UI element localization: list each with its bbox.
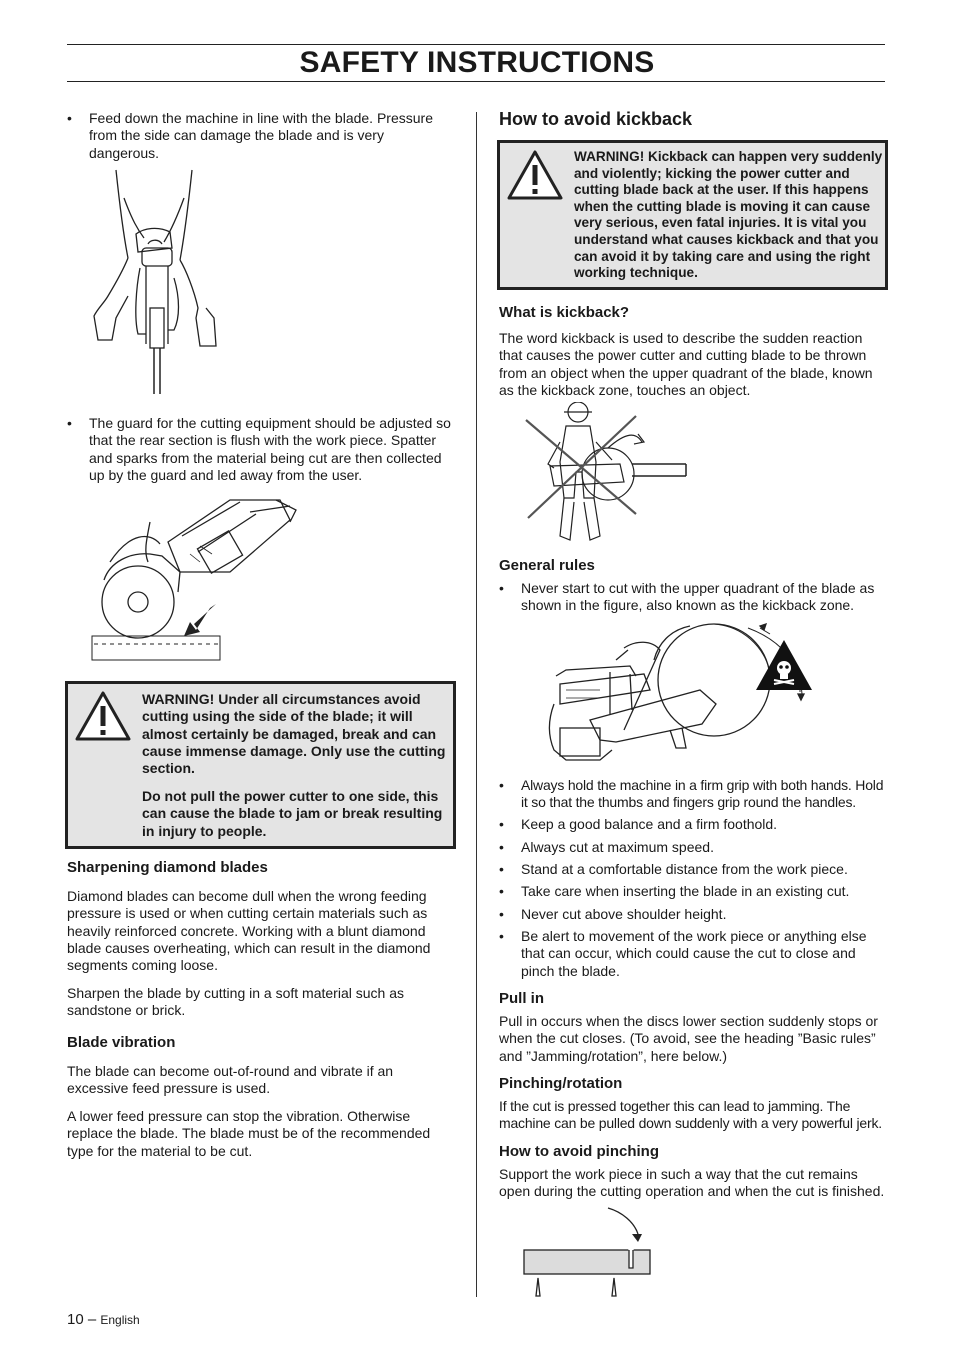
bullet-text: Take care when inserting the blade in an existing cut.	[521, 883, 850, 899]
section-heading: Pinching/rotation	[499, 1075, 623, 1092]
guard-adjustment-illustration	[90, 492, 302, 662]
bullet: •	[499, 816, 504, 832]
bullet: •	[499, 580, 504, 596]
paragraph: Diamond blades can become dull when the wrong feeding pressure is used or when cutting certain materials such as heavily reinforced concrete. Working with a blunt diamond blade causes overheating, which can result in the diamond segments coming loose.	[67, 888, 431, 974]
paragraph: Sharpen the blade by cutting in a soft material such as sandstone or brick.	[67, 985, 404, 1019]
section-heading: Pull in	[499, 990, 544, 1007]
header-rule-bottom	[67, 81, 885, 82]
bullet: •	[67, 415, 72, 431]
warning-triangle-icon	[506, 149, 564, 201]
page-title: SAFETY INSTRUCTIONS	[299, 46, 655, 79]
language-label: English	[100, 1313, 140, 1327]
bullet-text: Be alert to movement of the work piece or anything else that can occur, which could cause the cut to close and pinch the blade.	[521, 928, 867, 979]
operator-feeding-illustration	[88, 168, 228, 402]
paragraph: Support the work piece in such a way that the cut remains open during the cutting operation and when the cut is finished.	[499, 1166, 885, 1200]
paragraph: The word kickback is used to describe the sudden reaction that causes the power cutter and cutting blade to be thrown from an object when the upper quadrant of the blade, known as the kickback zone, touches an object.	[499, 330, 873, 398]
section-heading: Sharpening diamond blades	[67, 859, 268, 876]
warning-text: Do not pull the power cutter to one side, this can cause the blade to jam or break resulting in injury to people.	[142, 788, 443, 839]
warning-box-side-cutting	[65, 681, 456, 849]
bullet-text: Never cut above shoulder height.	[521, 906, 727, 922]
bullet-text: Never start to cut with the upper quadrant of the blade as shown in the figure, also known as the kickback zone.	[521, 580, 875, 614]
bullet: •	[67, 110, 72, 126]
section-heading: Blade vibration	[67, 1034, 176, 1051]
page-footer	[67, 1311, 140, 1328]
bullet: •	[499, 928, 504, 944]
section-heading: How to avoid kickback	[499, 109, 693, 129]
bullet: •	[499, 883, 504, 899]
section-heading: How to avoid pinching	[499, 1143, 659, 1160]
kickback-wrong-use-illustration	[520, 402, 690, 548]
paragraph: Pull in occurs when the discs lower section suddenly stops or when the cut closes. (To avoid, see the heading ”Basic rules” and ”Jamming/rotation”, here below.)	[499, 1013, 878, 1064]
bullet-text: Always hold the machine in a firm grip with both hands. Hold it so that the thumbs and fingers grip round the handles.	[521, 777, 884, 811]
bullet: •	[499, 839, 504, 855]
warning-box-kickback	[497, 140, 888, 290]
work-piece-support-illustration	[518, 1204, 658, 1298]
paragraph: The blade can become out-of-round and vibrate if an excessive feed pressure is used.	[67, 1063, 394, 1097]
page-number: 10 –	[67, 1311, 97, 1328]
paragraph: If the cut is pressed together this can lead to jamming. The machine can be pulled down suddenly with a very powerful jerk.	[499, 1098, 882, 1132]
section-heading: What is kickback?	[499, 304, 630, 321]
section-heading: General rules	[499, 557, 595, 574]
bullet: •	[499, 861, 504, 877]
column-divider	[476, 112, 477, 1297]
bullet-text: The guard for the cutting equipment should be adjusted so that the rear section is flush with the work piece. Spatter and sparks from the material being cut are then collected up by the guard and led away from the user.	[89, 415, 451, 483]
bullet-text: Always cut at maximum speed.	[521, 839, 714, 855]
warning-text: WARNING! Kickback can happen very suddenly and violently; kicking the power cutter and cutting blade back at the user. If this happens when the cutting blade is moving it can cause very serious, even fatal injuries. It is vital you understand what causes kickback and that you can avoid it by taking care and using the right working technique.	[574, 149, 883, 281]
bullet: •	[499, 777, 504, 793]
power-cutter-kickback-zone-illustration	[520, 620, 816, 774]
bullet-text: Keep a good balance and a firm foothold.	[521, 816, 778, 832]
warning-text: WARNING! Under all circumstances avoid cutting using the side of the blade; it will almost certainly be damaged, break and can cause immense damage. Only use the cutting section.	[142, 691, 446, 777]
header-rule-top	[67, 44, 885, 45]
bullet: •	[499, 906, 504, 922]
bullet-text: Feed down the machine in line with the blade. Pressure from the side can damage the blade and is very dangerous.	[89, 110, 433, 161]
paragraph: A lower feed pressure can stop the vibration. Otherwise replace the blade. The blade must be of the recommended type for the material to be cut.	[67, 1108, 431, 1159]
bullet-text: Stand at a comfortable distance from the work piece.	[521, 861, 848, 877]
warning-triangle-icon	[74, 690, 132, 742]
